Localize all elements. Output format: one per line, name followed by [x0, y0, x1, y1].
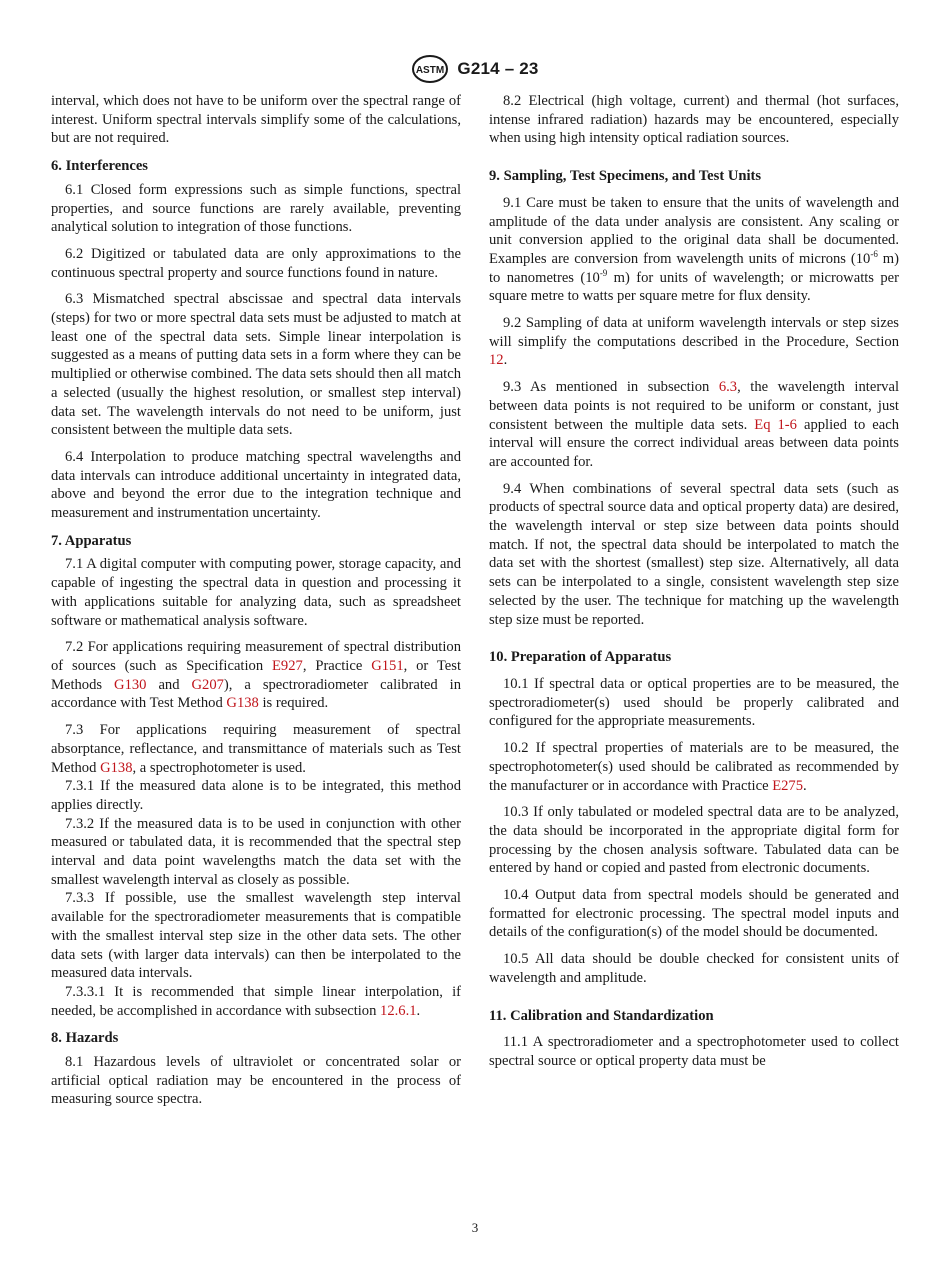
astm-logo-icon: [411, 54, 449, 84]
para-10-4: 10.4 Output data from spectral models should be generated and formatted for electronic processing. The spectral model inputs and details of the configuration(s) of the model should be documented.: [489, 887, 899, 941]
ref-section-12-link[interactable]: 12: [489, 352, 504, 369]
section-11-heading: 11. Calibration and Standardization: [489, 1007, 714, 1024]
right-column: [489, 92, 899, 1071]
ref-e275-link[interactable]: E275: [772, 777, 804, 794]
page-number: 3: [471, 1220, 479, 1235]
para-7-2: 7.2 For applications requiring measurement of spectral distribution of sources (such as Specification E927, Practice G151, or Test Methods G130 and G207), a spectroradiometer calibrated in accordance with Test Method G138 is required.: [51, 639, 461, 712]
ref-g138-link-2[interactable]: G138: [100, 759, 133, 776]
section-9-heading: 9. Sampling, Test Specimens, and Test Units: [489, 168, 762, 185]
para-6-4: 6.4 Interpolation to produce matching spectral wavelengths and data intervals can introduce additional uncertainty in integrated data, above and beyond the error due to the integration technique and measurement and instrumentation uncertainty.: [51, 448, 461, 522]
section-8-heading: 8. Hazards: [51, 1030, 119, 1047]
ref-e927-link[interactable]: E927: [272, 657, 303, 674]
ref-eq-1-6-link[interactable]: Eq 1-6: [754, 416, 797, 433]
para-9-4: 9.4 When combinations of several spectral data sets (such as products of spectral source data and optical property data) are desired, the wavelength interval or step size between data points should match. If not, the spectral data should be interpolated to match the data set with the shortest (smallest) step size. Alternatively, all data sets can be interpolated to a single, consistent wavelength step size selected by the user. The technique for matching up the wavelength step size must be reported.: [489, 480, 899, 628]
para-7-3-3: 7.3.3 If possible, use the smallest wavelength step interval available for the spectroradiometer measurements that is compatible with the smallest interval step size in the other data sets. The other data sets (with larger data intervals) can then be interpolated to the measured data intervals.: [51, 890, 461, 982]
para-7-3-1: 7.3.1 If the measured data alone is to be integrated, this method applies directly.: [51, 778, 461, 813]
ref-g130-link[interactable]: G130: [114, 676, 147, 693]
para-7-1: 7.1 A digital computer with computing power, storage capacity, and capable of ingesting the spectral data in question and processing it with applications suitable for analyzing data, such as spreadsheet software or mathematical analysis software.: [51, 556, 461, 629]
section-10-heading: 10. Preparation of Apparatus: [489, 649, 672, 666]
para-6-1: 6.1 Closed form expressions such as simple functions, spectral properties, and source functions are rarely available, preventing analytical solution to integration of those functions.: [51, 181, 461, 236]
para-10-2: 10.2 If spectral properties of materials are to be measured, the spectrophotometer(s) used should be calibrated as recommended by the manufacturer or in accordance with Practice E275.: [489, 740, 899, 794]
para-10-3: 10.3 If only tabulated or modeled spectral data are to be analyzed, the data should be incorporated in the appropriate digital form for processing by the chosen analysis software. Tabulated data can be entered by hand or copied and pasted from electronic documents.: [489, 804, 899, 877]
para-8-1: 8.1 Hazardous levels of ultraviolet or concentrated solar or artificial optical radiation may be encountered in the process of measuring source spectra.: [51, 1054, 461, 1108]
svg-text:ASTM: ASTM: [416, 65, 445, 76]
para-9-1: 9.1 Care must be taken to ensure that the units of wavelength and amplitude of the data under analysis are consistent. Any scaling or unit conversion applied to the original data shall be documented. Examples are conversion from wavelength units of microns ($10^{-6}$ m) to nanometres ($10^{-9}$ m) for units of wavelength; or microwatts per square metre to watts per square metre for flux density.: [489, 194, 899, 305]
intro-paragraph: interval, which does not have to be uniform over the spectral range of interest. Uniform spectral intervals simplify some of the calculations, but are not required.: [51, 93, 461, 147]
para-7-3-3-1: 7.3.3.1 It is recommended that simple linear interpolation, if needed, be accomplished in accordance with subsection 12.6.1.: [51, 983, 461, 1019]
para-9-3: 9.3 As mentioned in subsection 6.3, the wavelength interval between data points is not required to be uniform or constant, just consistent between the multiple data sets. Eq 1-6 applied to each interval will ensure the correct individual areas between data points are accounted for.: [489, 379, 900, 470]
para-11-1: 11.1 A spectroradiometer and a spectrophotometer used to collect spectral source or optical property data must be: [489, 1034, 899, 1069]
para-6-3: 6.3 Mismatched spectral abscissae and spectral data intervals (steps) for two or more spectral data sets must be adjusted to match at least one of the spectral data sets. Simple linear interpolation is suggested as a means of putting data sets in a form where they can be multiplied or otherwise combined. The data sets should then all match a selected (usually the highest resolution, or smallest step interval) data set. The wavelength intervals do not need to be uniform, just consistent between the multiple data sets.: [51, 291, 461, 439]
ref-g207-link[interactable]: G207: [191, 676, 224, 693]
ref-g151-link[interactable]: G151: [371, 657, 404, 674]
page-header: [0, 54, 950, 84]
para-10-1: 10.1 If spectral data or optical properties are to be measured, the spectroradiometer(s) used should be properly calibrated and configured for the appropriate measurements.: [489, 675, 899, 730]
standard-designation: G214 – 23: [457, 59, 539, 78]
section-7-heading: 7. Apparatus: [51, 532, 132, 549]
section-6-heading: 6. Interferences: [51, 158, 148, 175]
para-10-5: 10.5 All data should be double checked for consistent units of wavelength and amplitude.: [489, 951, 899, 986]
para-7-3-2: 7.3.2 If the measured data is to be used in conjunction with other measured or tabulated data, it is recommended that the spectral step interval and data point wavelengths match the data set with the smallest wavelength interval as closely as possible.: [51, 815, 461, 888]
ref-g138-link[interactable]: G138: [226, 695, 259, 712]
para-9-2: 9.2 Sampling of data at uniform wavelength intervals or step sizes will simplify the computations described in the Procedure, Section 12.: [489, 315, 899, 369]
para-7-3: 7.3 For applications requiring measurement of spectral absorptance, reflectance, and transmittance of materials such as Test Method G138, a spectrophotometer is used.: [51, 722, 461, 776]
ref-6-3-link[interactable]: 6.3: [718, 379, 738, 396]
para-8-2: 8.2 Electrical (high voltage, current) and thermal (hot surfaces, intense infrared radiation) hazards may be encountered, especially when using high intensity optical radiation sources.: [489, 93, 899, 147]
ref-12-6-1-link[interactable]: 12.6.1: [380, 1002, 417, 1019]
para-6-2: 6.2 Digitized or tabulated data are only approximations to the continuous spectral property and source functions found in nature.: [51, 245, 461, 281]
left-column: [51, 92, 461, 1109]
